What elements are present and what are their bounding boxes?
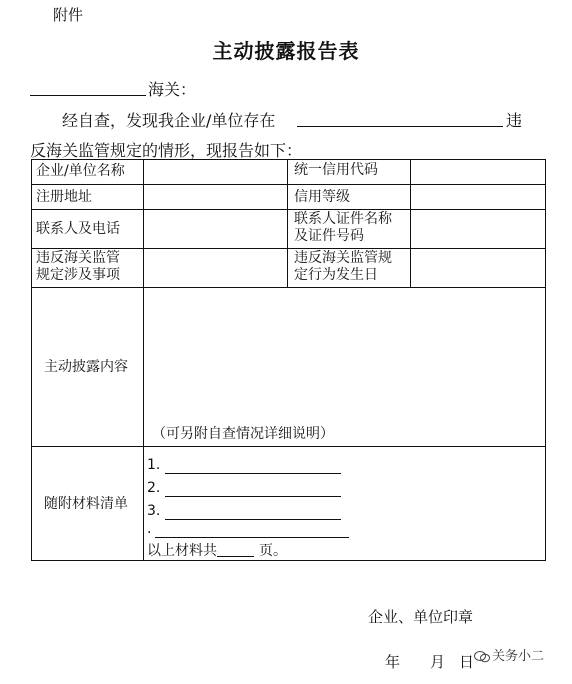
credit-code-field[interactable] [412, 161, 542, 183]
contact-id-field[interactable] [412, 211, 542, 247]
date-month: 月 [430, 653, 446, 671]
customs-name-blank[interactable] [30, 77, 146, 96]
violation-date-label: 违反海关监管规 定行为发生日 [294, 250, 392, 283]
date-year: 年 [385, 653, 401, 671]
company-name-label: 企业/单位名称 [36, 163, 125, 179]
company-name-field[interactable] [145, 161, 285, 183]
form-title: 主动披露报告表 [212, 39, 360, 63]
credit-grade-field[interactable] [412, 186, 542, 208]
attachment-item-4[interactable]: . [147, 521, 151, 537]
disclosure-content-field[interactable] [145, 289, 543, 424]
attachment-label: 附件 [53, 6, 84, 24]
disclosure-form-table [31, 159, 546, 561]
watermark [474, 645, 544, 664]
contact-id-label: 联系人证件名称 及证件号码 [294, 211, 392, 244]
intro-line-1 [30, 108, 550, 128]
violation-date-field[interactable] [412, 250, 542, 286]
attachment-item-1[interactable]: 1. [147, 457, 160, 473]
intro-line-2: 反海关监管规定的情形，现报告如下： [30, 141, 303, 160]
attachment-item-2[interactable]: 2. [147, 480, 160, 496]
violation-desc-blank[interactable] [297, 108, 503, 127]
contact-field[interactable] [145, 211, 285, 247]
seal-label: 企业、单位印章 [368, 608, 474, 626]
violation-items-label: 违反海关监管 规定涉及事项 [36, 250, 120, 283]
date-day: 日 [459, 653, 475, 671]
credit-grade-label: 信用等级 [294, 189, 350, 205]
watermark-text: 关务小二 [492, 649, 545, 664]
customs-suffix: 海关： [148, 80, 197, 99]
intro-text-1-end: 违 [506, 111, 523, 130]
violation-items-field[interactable] [145, 250, 285, 286]
disclosure-content-label: 主动披露内容 [44, 359, 128, 375]
attachment-item-3[interactable]: 3. [147, 503, 160, 519]
customs-line [30, 77, 550, 97]
reg-address-field[interactable] [145, 186, 285, 208]
contact-label: 联系人及电话 [36, 221, 120, 237]
intro-text-1: 经自查，发现我企业/单位存在 [62, 111, 276, 130]
attachment-page-count: 以上材料共 页。 [147, 540, 217, 560]
credit-code-label: 统一信用代码 [294, 162, 378, 178]
page-count-blank[interactable] [217, 540, 254, 557]
reg-address-label: 注册地址 [36, 189, 92, 205]
chat-bubble-icon [474, 651, 490, 663]
attachments-label: 随附材料清单 [44, 496, 128, 512]
disclosure-note: （可另附自查情况详细说明） [152, 426, 334, 442]
